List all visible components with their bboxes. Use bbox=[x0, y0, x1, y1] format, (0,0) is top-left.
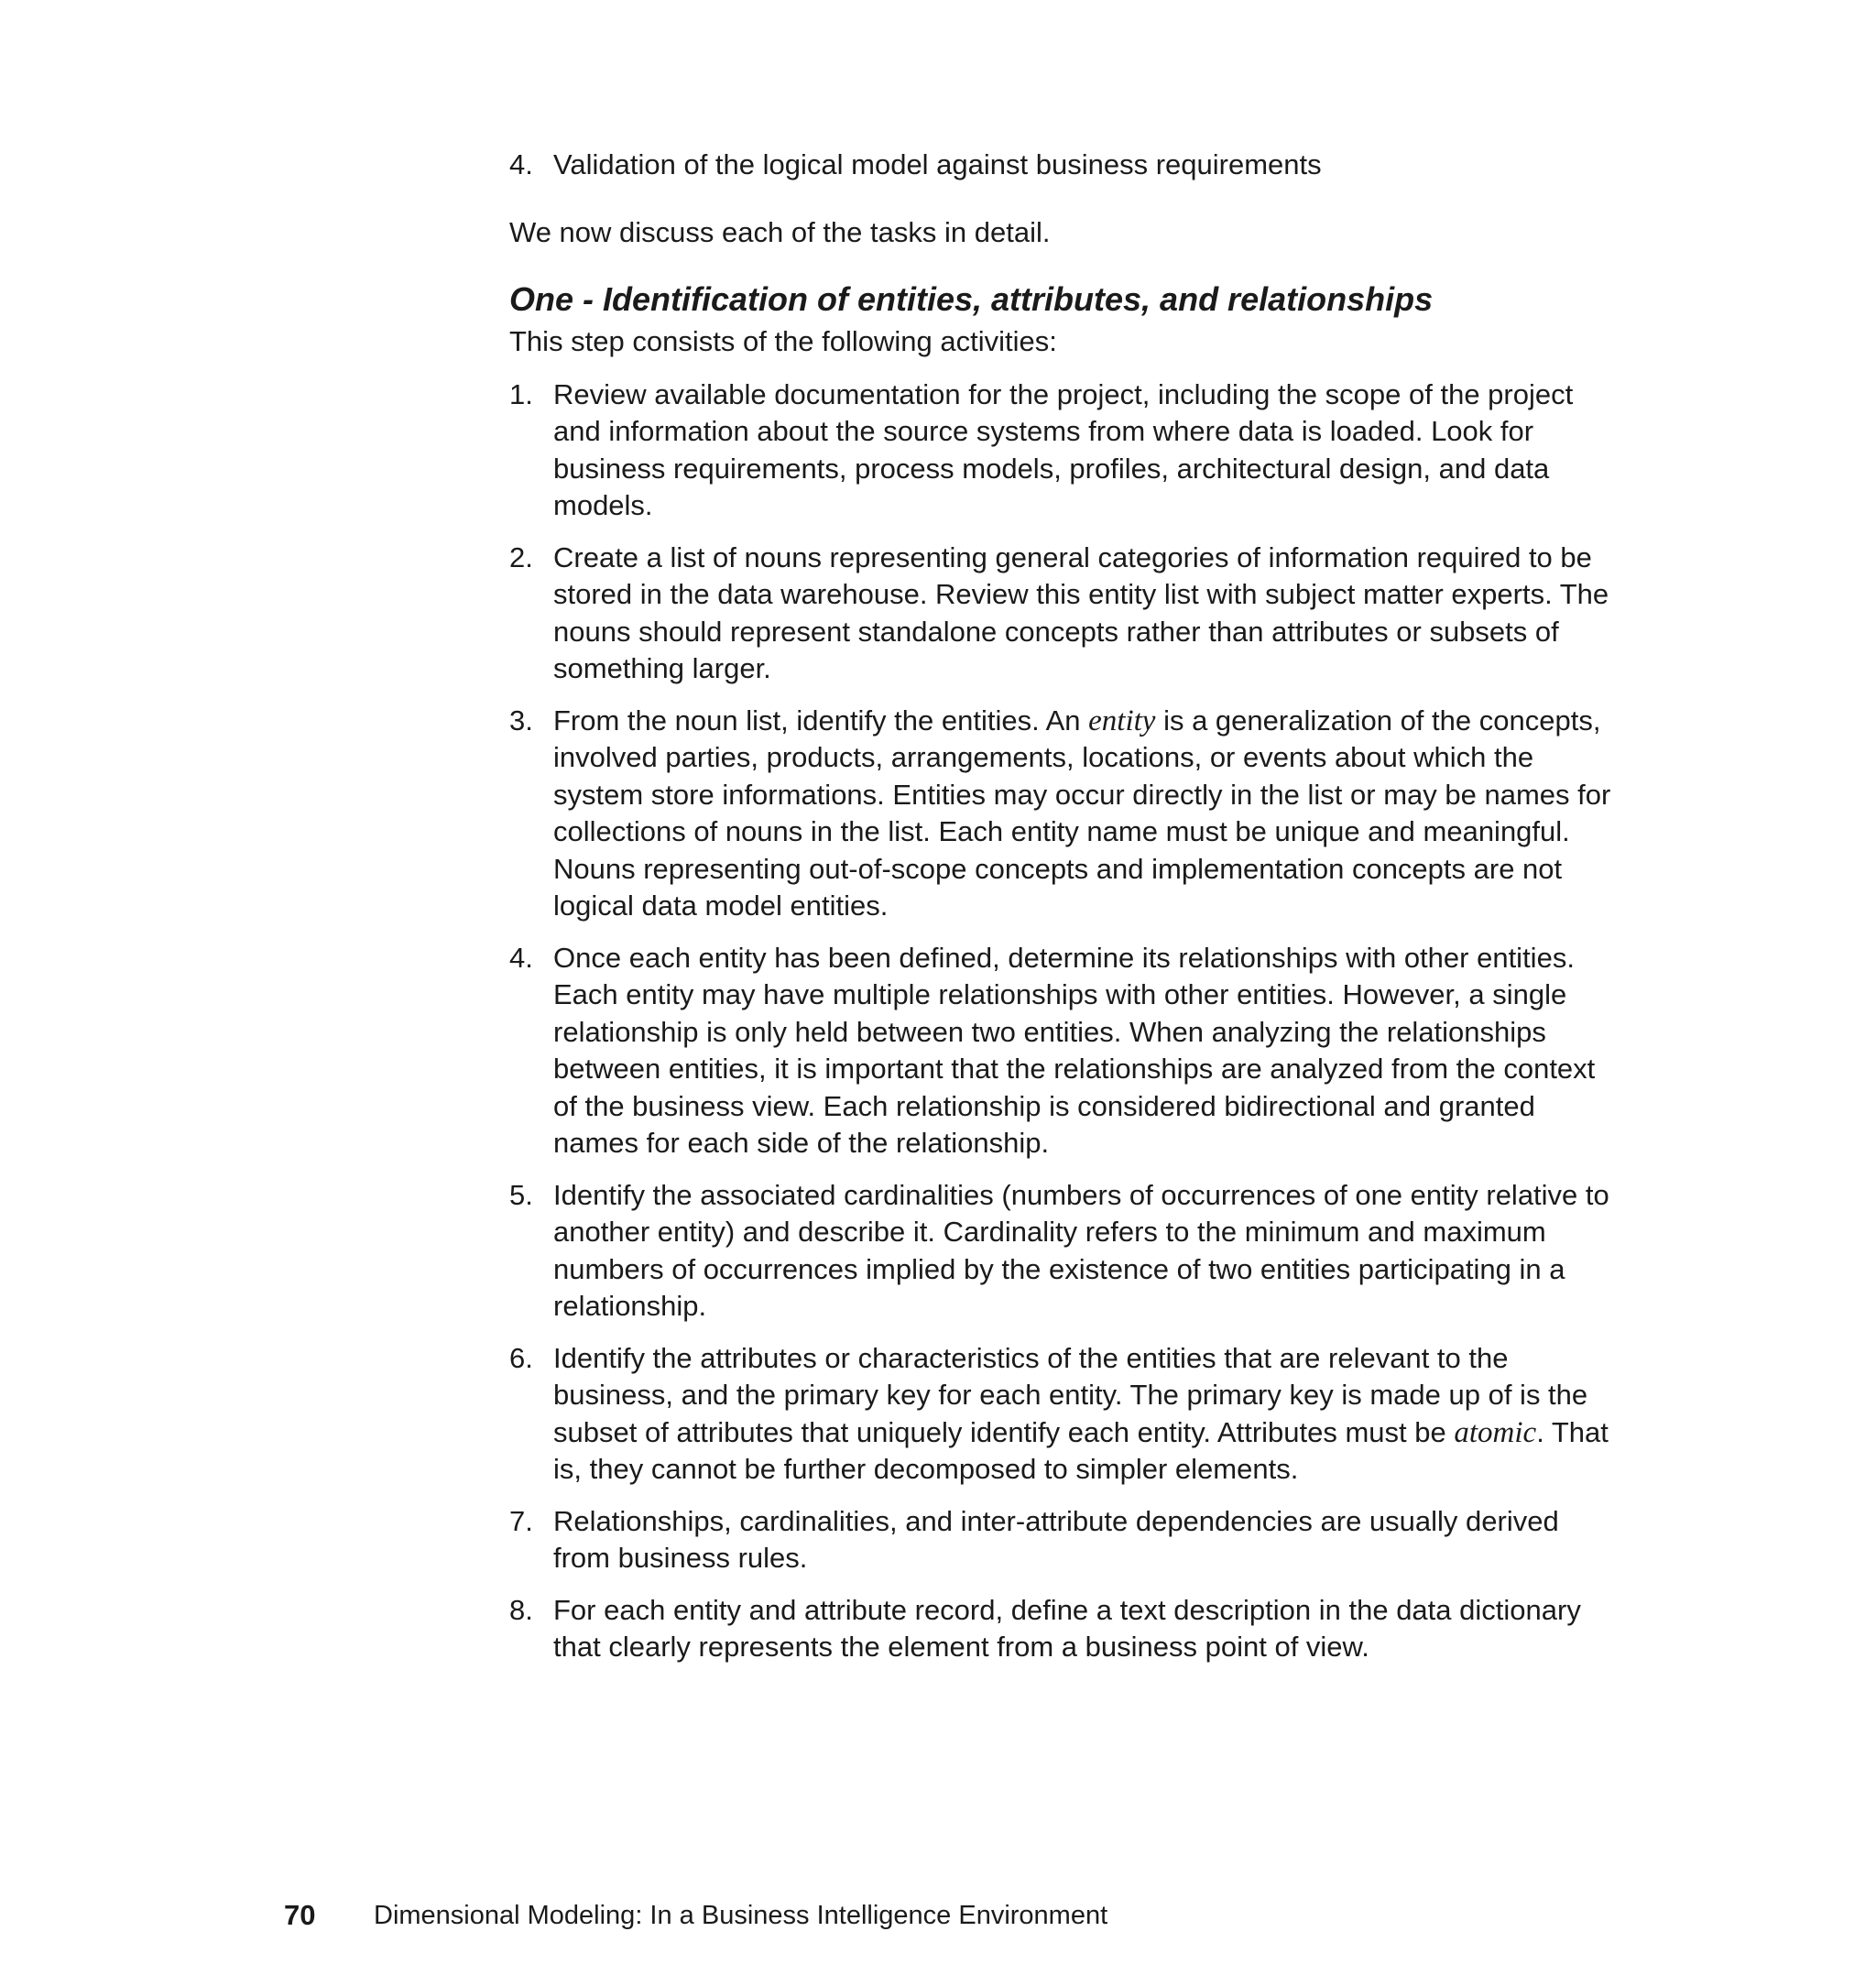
term-entity: entity bbox=[1088, 704, 1156, 737]
section-heading: One - Identification of entities, attributes, and relationships bbox=[509, 280, 1434, 318]
book-title: Dimensional Modeling: In a Business Intelligence Environment bbox=[374, 1901, 1108, 1930]
list-text: Review available documentation for the project, including the scope of the project and information about the source systems from where data is loaded. Look for business requirements, process models, profiles, architectural design, and data models. bbox=[553, 377, 1574, 521]
list-item bbox=[509, 1340, 1618, 1489]
list-item bbox=[509, 940, 1618, 1162]
list-text bbox=[553, 1340, 1618, 1489]
text-after-term: is a generalization of the concepts, involved parties, products, arrangements, locations, or events about which the system store informations. Entities may occur directly in the list or may be names for collections of nouns in the list. Each entity name must be unique and meaningful. Nouns representing out-of-scope concepts and implementation concepts are not logical data model entities. bbox=[553, 704, 1611, 922]
list-item bbox=[509, 1592, 1618, 1666]
page-footer bbox=[284, 1899, 1107, 1932]
list-number: 2. bbox=[509, 540, 533, 573]
list-number: 4. bbox=[509, 148, 533, 180]
list-number: 5. bbox=[509, 1178, 533, 1211]
list-text bbox=[553, 703, 1618, 925]
page-content bbox=[509, 147, 1618, 1666]
list-item bbox=[509, 540, 1618, 688]
list-number: 4. bbox=[509, 941, 533, 974]
list-text: Identify the associated cardinalities (numbers of occurrences of one entity relative to another entity) and describe it. Cardinality refers to the minimum and maximum numbers of occurrences implied by the existence of two entities participating in a relationship. bbox=[553, 1178, 1609, 1322]
intro-list-item bbox=[509, 147, 1618, 184]
list-text: Create a list of nouns representing general categories of information required to be stored in the data warehouse. Review this entity list with subject matter experts. The nouns should represent standalone concepts rather than attributes or subsets of something larger. bbox=[553, 540, 1609, 684]
page-number: 70 bbox=[284, 1899, 316, 1931]
list-item bbox=[509, 1177, 1618, 1326]
list-text: Validation of the logical model against business requirements bbox=[553, 148, 1322, 180]
term-atomic: atomic bbox=[1454, 1415, 1537, 1449]
list-text: Relationships, cardinalities, and inter-attribute dependencies are usually derived from business rules. bbox=[553, 1504, 1559, 1574]
text-before-term: From the noun list, identify the entities. An bbox=[553, 704, 1089, 737]
section-lead: This step consists of the following activities: bbox=[509, 325, 1057, 357]
text-after-term: . That is, they cannot be further decomposed to simpler elements. bbox=[553, 1415, 1609, 1485]
list-item bbox=[509, 376, 1618, 525]
list-number: 8. bbox=[509, 1593, 533, 1626]
list-number: 6. bbox=[509, 1341, 533, 1374]
intro-paragraph: We now discuss each of the tasks in detail. bbox=[509, 215, 1051, 248]
text-before-term: Identify the attributes or characteristics of the entities that are relevant to the business, and the primary key for each entity. The primary key is made up of is the subset of attributes that uniquely identify each entity. Attributes must be bbox=[553, 1341, 1588, 1448]
list-number: 1. bbox=[509, 377, 533, 410]
list-number: 7. bbox=[509, 1504, 533, 1537]
list-item bbox=[509, 1503, 1618, 1577]
list-text: Once each entity has been defined, determine its relationships with other entities. Each entity may have multiple relationships with other entities. However, a single relationship is only held between two entities. When analyzing the relationships between entities, it is important that the relationships are analyzed from the context of the business view. Each relationship is considered bidirectional and granted names for each side of the relationship. bbox=[553, 941, 1596, 1159]
list-number: 3. bbox=[509, 704, 533, 737]
list-item bbox=[509, 703, 1618, 925]
list-text: For each entity and attribute record, define a text description in the data dictionary that clearly represents the element from a business point of view. bbox=[553, 1593, 1581, 1663]
